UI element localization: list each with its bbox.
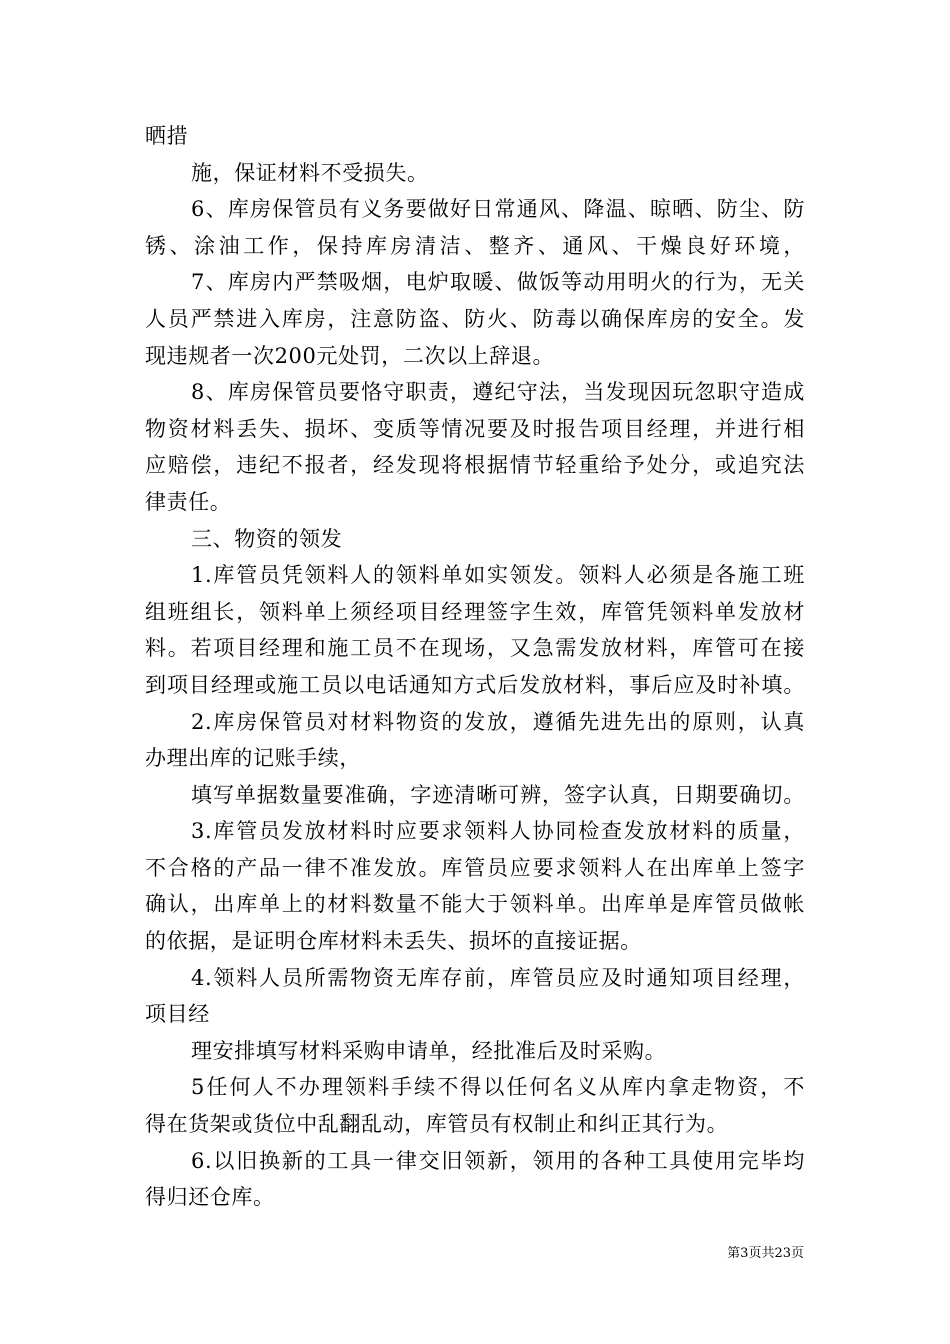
text-line: 晒措 (145, 124, 189, 148)
document-body (145, 118, 805, 1216)
text-line: 施，保证材料不受损失。 (191, 160, 429, 185)
text-line: 6、库房保管员有义务要做好日常通风、降温、晾晒、防尘、防 (191, 197, 805, 222)
text-line: 料。若项目经理和施工员不在现场，又急需发放材料，库管可在接 (145, 636, 805, 661)
text-line: 的依据，是证明仓库材料未丢失、损坏的直接证据。 (145, 929, 642, 954)
text-line: 7、库房内严禁吸烟，电炉取暖、做饭等动用明火的行为，无关 (191, 270, 805, 295)
text-line: 填写单据数量要准确，字迹清晰可辨，签字认真，日期要确切。 (191, 782, 805, 807)
text-line: 律责任。 (145, 489, 232, 514)
text-line: 办理出库的记账手续， (145, 746, 361, 771)
text-line: 不合格的产品一律不准发放。库管员应要求领料人在出库单上签字 (145, 855, 805, 880)
text-line: 物资材料丢失、损坏、变质等情况要及时报告项目经理，并进行相 (145, 416, 805, 441)
text-line: 到项目经理或施工员以电话通知方式后发放材料，事后应及时补填。 (145, 672, 805, 697)
text-line: 现违规者一次200元处罚，二次以上辞退。 (145, 343, 555, 368)
section-heading: 三、物资的领发 (191, 526, 343, 551)
text-line: 理安排填写材料采购申请单，经批准后及时采购。 (191, 1038, 667, 1063)
text-line: 2.库房保管员对材料物资的发放，遵循先进先出的原则，认真 (191, 709, 805, 734)
text-line: 4.领料人员所需物资无库存前，库管员应及时通知项目经理， (191, 965, 805, 990)
text-line: 人员严禁进入库房，注意防盗、防火、防毒以确保库房的安全。发 (145, 306, 805, 331)
text-line: 3.库管员发放材料时应要求领料人协同检查发放材料的质量， (191, 819, 805, 844)
text-line: 项目经 (145, 1002, 210, 1027)
text-line: 锈、涂油工作，保持库房清洁、整齐、通风、干燥良好环境， (145, 233, 805, 258)
text-line: 8、库房保管员要恪守职责，遵纪守法，当发现因玩忽职守造成 (191, 380, 805, 405)
text-line: 确认，出库单上的材料数量不能大于领料单。出库单是库管员做帐 (145, 892, 805, 917)
text-line: 得在货架或货位中乱翻乱动，库管员有权制止和纠正其行为。 (145, 1112, 729, 1137)
text-line: 应赔偿，违纪不报者，经发现将根据情节轻重给予处分，或追究法 (145, 453, 805, 478)
text-line: 6.以旧换新的工具一律交旧领新，领用的各种工具使用完毕均 (191, 1148, 805, 1173)
text-line: 得归还仓库。 (145, 1185, 275, 1210)
page-number: 第3页共23页 (727, 1246, 804, 1261)
text-line: 组班组长，领料单上须经项目经理签字生效，库管凭领料单发放材 (145, 599, 805, 624)
text-line: 1.库管员凭领料人的领料单如实领发。领料人必须是各施工班 (191, 563, 805, 588)
text-line: 5任何人不办理领料手续不得以任何名义从库内拿走物资，不 (191, 1075, 805, 1100)
